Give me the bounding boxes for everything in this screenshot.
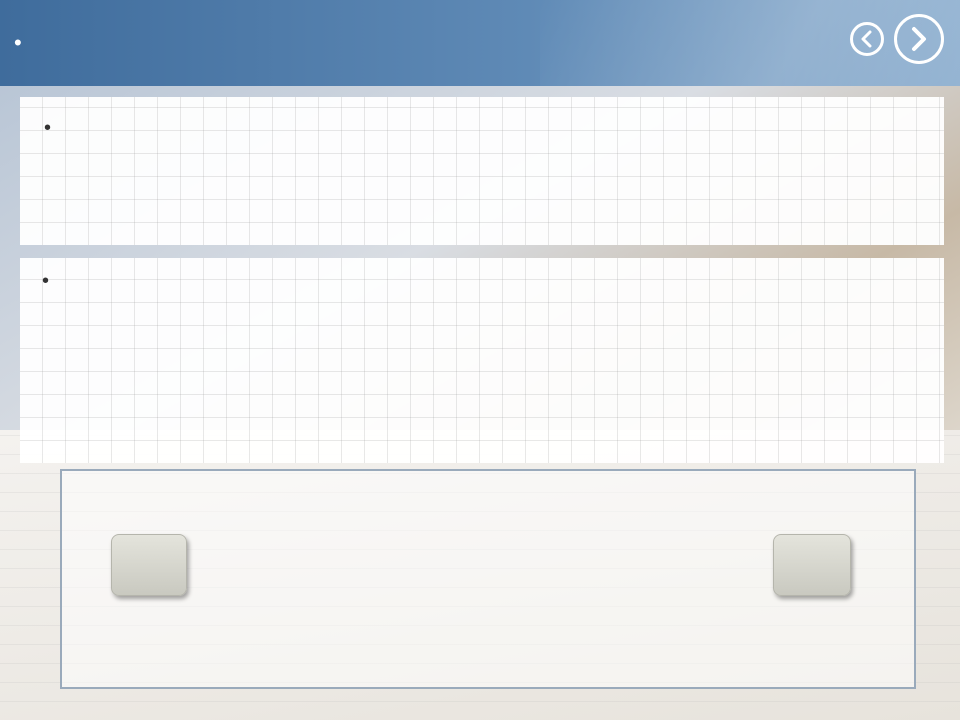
end-box (773, 534, 851, 596)
title-bullet: • (14, 30, 22, 55)
start-box (111, 534, 187, 596)
bullet: • (42, 270, 50, 292)
bullet: • (44, 117, 52, 139)
